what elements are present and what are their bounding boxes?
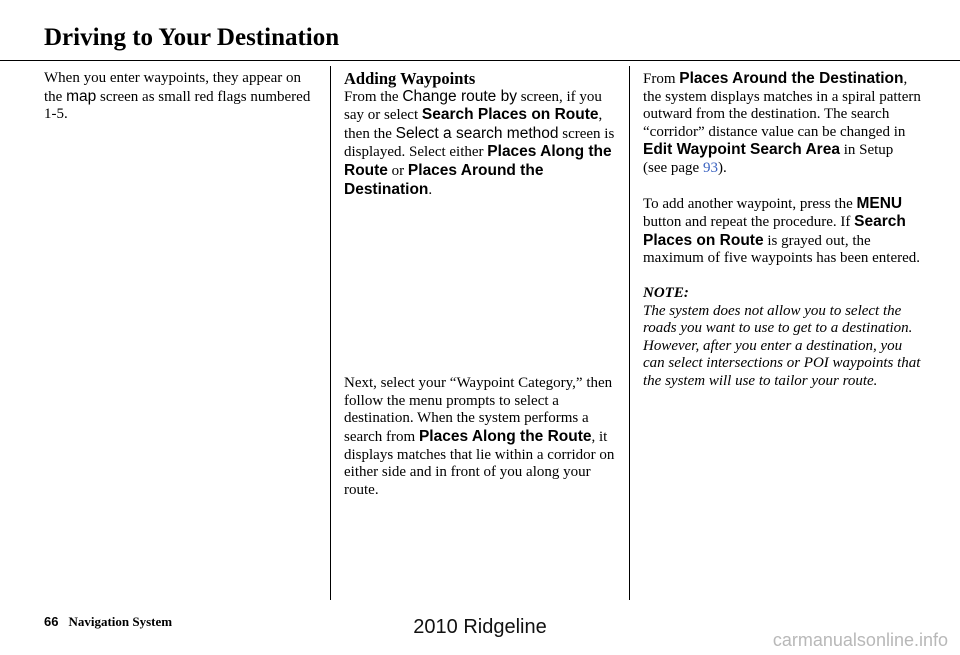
menu-option: Places Around the Destination xyxy=(679,70,904,87)
paragraph-waypoints-appear: When you enter waypoints, they appear on the map screen as small red flags numbered 1-5. xyxy=(44,70,311,123)
menu-option: Search Places on Route xyxy=(643,213,906,249)
site-watermark: carmanualsonline.info xyxy=(772,630,948,650)
screen-name: Change route by xyxy=(402,87,517,105)
menu-option: Search Places on Route xyxy=(421,106,599,124)
button-name-menu: MENU xyxy=(856,194,903,212)
column-2 xyxy=(344,70,616,499)
column-divider xyxy=(629,66,630,600)
column-divider xyxy=(330,66,331,600)
page-title: Driving to Your Destination xyxy=(44,24,340,51)
section-name: Navigation System xyxy=(68,614,173,629)
menu-option: Places Around the Destination xyxy=(344,161,544,198)
column-3 xyxy=(643,70,921,391)
screen-name: Select a search method xyxy=(395,124,559,142)
menu-option: Edit Waypoint Search Area xyxy=(643,141,840,159)
paragraph-adding-waypoints: From the Change route by screen, if you say or select Search Places on Route, then the Select a search method screen is displayed. Select either Places Along the Route or Places Around the Destination. xyxy=(344,87,615,198)
page-link[interactable]: 93 xyxy=(702,159,718,176)
page-number: 66 xyxy=(44,614,59,629)
section-heading: Adding Waypoints xyxy=(344,69,476,88)
note-text: The system does not allow you to select the roads you want to use to get to a destination. However, after you enter a destination, you can select intersections or POI waypoints that the system will use to tailor your route. xyxy=(643,302,921,389)
vehicle-watermark: 2010 Ridgeline xyxy=(413,616,547,638)
screen-name-map: map xyxy=(66,87,97,105)
note-label: NOTE: xyxy=(643,284,689,301)
figure-placeholder xyxy=(344,199,616,375)
paragraph-add-another: To add another waypoint, press the MENU button and repeat the procedure. If Search Places on Route is grayed out, the maximum of five waypoints has been entered. xyxy=(643,194,921,267)
column-1 xyxy=(44,70,312,124)
paragraph-waypoint-category: Next, select your “Waypoint Category,” then follow the menu prompts to select a destination. When the system performs a search from Places Along the Route, it displays matches that lie within a corridor on either side and in front of you along your route. xyxy=(344,375,615,498)
header-rule xyxy=(0,60,960,61)
menu-option: Places Along the Route xyxy=(418,427,592,445)
menu-option: Places Along the Route xyxy=(344,143,612,179)
paragraph-places-around: From Places Around the Destination, the system displays matches in a spiral pattern outward from the destination. The search “corridor” distance value can be changed in Edit Waypoint Search Area in Setup (see page 93). xyxy=(643,70,921,176)
